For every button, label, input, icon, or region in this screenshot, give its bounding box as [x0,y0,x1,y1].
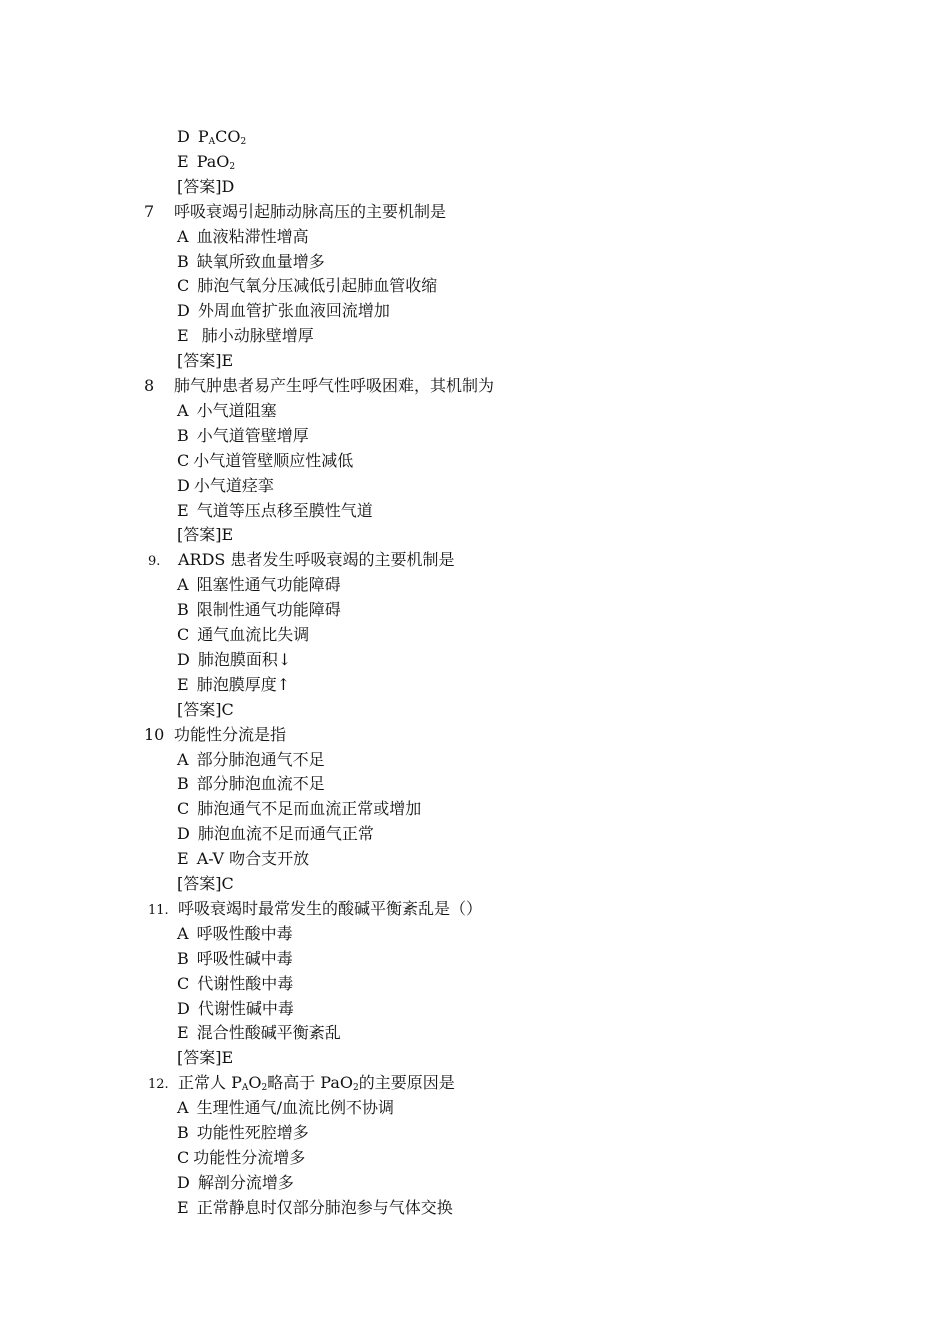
question-number: 11. [148,902,169,918]
option-letter: D [177,127,190,146]
option-text: 气道等压点移至膜性气道 [196,500,373,520]
option-letter: B [177,774,189,794]
option-text: 肺泡膜厚度↑ [196,674,291,694]
answer-line [177,1045,233,1070]
option-text: 小气道管壁增厚 [196,425,309,445]
option-line [177,1120,309,1145]
inline-text: 的主要原因是 [358,1073,455,1093]
answer-line [177,522,233,547]
option-text: 肺泡膜面积↓ [197,649,292,669]
question-number: 7 [144,201,155,221]
option-line [177,622,309,647]
option-text: 肺泡气氧分压减低引起肺血管收缩 [197,276,438,296]
option-text: 限制性通气功能障碍 [196,600,341,620]
question-text [178,1073,455,1092]
option-letter: C [177,625,190,644]
option-text: 外周血管扩张血液回流增加 [197,301,390,321]
option-text: 代谢性酸中毒 [197,973,294,993]
option-line [177,1095,394,1120]
answer-text: [答案]E [177,525,234,545]
option-line [177,1020,341,1045]
answer-text: [答案]C [177,699,234,719]
answer-text: [答案]D [177,176,235,196]
option-letter: A [177,226,189,246]
option-letter: B [177,600,189,620]
option-line [177,1145,305,1170]
inline-text: 略高于 PaO [267,1073,354,1093]
option-line [177,821,374,846]
option-letter: E [177,151,189,171]
option-line [177,298,390,323]
option-letter: D [177,649,190,669]
subscript-text: 2 [229,161,236,172]
option-letter: E [177,1197,189,1217]
option-line [177,398,277,423]
option-letter: E [177,674,189,694]
option-letter: E [177,326,189,346]
question-number: 8 [144,376,155,395]
question-line [144,896,482,921]
answer-line [177,348,233,373]
question-text: 功能性分流是指 [174,724,287,744]
option-text: 小气道管壁顺应性减低 [193,450,354,470]
answer-line [177,174,234,199]
option-line [177,846,309,871]
question-line [144,373,494,398]
option-letter: D [177,998,190,1018]
question-line [144,547,454,572]
question-number: 12. [148,1077,169,1093]
option-line [177,921,293,946]
option-letter: C [177,276,190,296]
option-text: 肺小动脉壁增厚 [196,326,314,346]
option-text: 部分肺泡血流不足 [196,774,325,794]
option-line [177,597,341,622]
inline-text: 正常人 P [178,1073,242,1093]
question-line [144,722,286,747]
option-line [177,647,291,672]
option-text: 血液粘滞性增高 [196,226,309,246]
option-letter: E [177,1023,189,1043]
option-line [177,946,293,971]
option-text: 部分肺泡通气不足 [196,749,325,769]
option-line [177,1195,453,1220]
option-line [177,448,353,473]
option-text: 通气血流比失调 [197,625,310,644]
option-text: 缺氧所致血量增多 [196,251,325,271]
option-letter: A [177,575,189,595]
option-line [177,149,235,174]
option-line [177,498,373,523]
option-letter: E [177,500,189,520]
question-text: 肺气肿患者易产生呼气性呼吸困难，其机制为 [174,376,495,395]
option-line [177,423,309,448]
option-text [198,127,246,146]
option-letter: C [177,1147,190,1167]
option-text: 肺泡血流不足而通气正常 [197,824,374,844]
option-text: A-V 吻合支开放 [196,849,310,869]
question-text: 呼吸衰竭引起肺动脉高压的主要机制是 [174,201,447,221]
option-letter: A [177,400,189,420]
option-letter: D [177,824,190,844]
option-text: 呼吸性酸中毒 [196,923,293,943]
option-text: 正常静息时仅部分肺泡参与气体交换 [196,1197,453,1217]
question-number: 10 [144,724,165,744]
inline-text: PaO [196,151,230,171]
option-letter: D [177,1172,190,1192]
inline-text: CO [215,127,241,146]
answer-text: [答案]E [177,1048,234,1068]
option-line [177,572,341,597]
option-letter: A [177,1098,189,1118]
answer-text: [答案]E [177,351,234,371]
option-letter: B [177,251,189,271]
subscript-text: A [241,1083,249,1094]
option-line [177,996,294,1021]
option-line [177,796,421,821]
subscript-text: 2 [353,1083,359,1094]
answer-text: [答案]C [177,874,234,893]
option-text: 功能性分流增多 [193,1147,306,1167]
option-line [177,1170,294,1195]
inline-text: O [248,1073,262,1093]
option-line [177,672,290,697]
option-letter: E [177,849,189,869]
option-text: 肺泡通气不足而血流正常或增加 [197,799,422,819]
inline-text: P [197,127,209,146]
option-letter: B [177,948,189,968]
option-letter: C [177,450,190,470]
option-letter: B [177,1123,189,1142]
option-letter: A [177,749,189,769]
question-number: 9. [148,554,161,570]
option-line [177,771,325,796]
option-line [177,124,246,149]
option-letter: A [177,923,189,943]
option-text: 解剖分流增多 [197,1172,294,1192]
option-line [177,473,274,498]
option-line [177,323,314,348]
answer-line [177,697,234,722]
option-letter: D [177,475,190,495]
option-text: 混合性酸碱平衡紊乱 [196,1023,341,1043]
subscript-text: 2 [261,1083,268,1094]
option-text: 小气道痉挛 [193,475,274,495]
option-line [177,249,325,274]
option-line [177,747,325,772]
option-line [177,971,293,996]
option-text: 呼吸性碱中毒 [196,948,293,968]
option-letter: C [177,973,190,993]
option-line [177,224,309,249]
option-text: 生理性通气/血流比例不协调 [196,1098,394,1118]
question-line [144,1070,455,1095]
option-text: 功能性死腔增多 [196,1123,309,1142]
subscript-text: 2 [240,137,247,147]
option-text: 阻塞性通气功能障碍 [196,575,341,595]
subscript-text: A [208,137,216,147]
option-line [177,273,437,298]
option-text: 代谢性碱中毒 [197,998,294,1018]
question-text: 呼吸衰竭时最常发生的酸碱平衡紊乱是（） [178,898,483,918]
option-text [197,152,235,171]
question-text: ARDS 患者发生呼吸衰竭的主要机制是 [178,550,455,570]
option-text: 小气道阻塞 [196,400,277,420]
option-letter: B [177,425,189,445]
question-line [144,199,446,224]
option-letter: C [177,799,190,819]
answer-line [177,871,234,896]
option-letter: D [177,301,190,321]
